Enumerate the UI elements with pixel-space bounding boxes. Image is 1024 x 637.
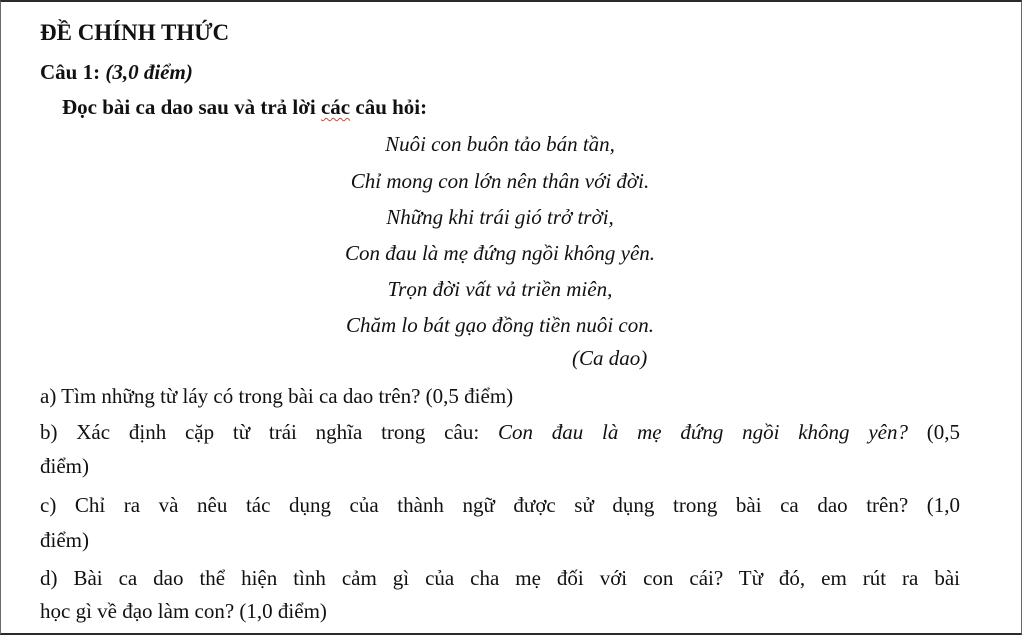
spellcheck-marked-word: các	[320, 95, 351, 119]
poem-line: Chỉ mong con lớn nên thân với đời.	[350, 169, 650, 193]
question-c-line: c) Chỉ ra và nêu tác dụng của thành ngữ được sử dụng trong bài ca dao trên? (1,0	[40, 493, 960, 517]
poem-line: Con đau là mẹ đứng ngồi không yên.	[344, 241, 656, 265]
question-b-quote: Con đau là mẹ đứng ngồi không yên?	[497, 420, 908, 444]
exam-title: ĐỀ CHÍNH THỨC	[40, 20, 230, 45]
instruction	[62, 94, 427, 120]
poem-line: Trọn đời vất vả triền miên,	[387, 277, 613, 301]
question-a: a) Tìm những từ láy có trong bài ca dao trên? (0,5 điểm)	[40, 384, 514, 408]
question-b-continuation: điểm)	[40, 454, 89, 478]
question-b-line	[40, 419, 960, 445]
question-d-continuation: học gì về đạo làm con? (1,0 điểm)	[40, 599, 327, 623]
question-b-points: (0,5	[907, 420, 961, 444]
instruction-text-start: Đọc bài ca dao sau và trả lời	[62, 95, 321, 119]
question-label: Câu 1:	[40, 60, 101, 84]
question-heading	[40, 59, 193, 85]
poem-source: (Ca dao)	[572, 346, 648, 370]
poem-line: Những khi trái gió trở trời,	[386, 205, 614, 229]
question-points: (3,0 điểm)	[105, 60, 193, 84]
question-d-line: d) Bài ca dao thể hiện tình cảm gì của cha mẹ đối với con cái? Từ đó, em rút ra bài	[40, 566, 960, 590]
poem-line: Chăm lo bát gạo đồng tiền nuôi con.	[346, 313, 654, 337]
question-c-continuation: điểm)	[40, 528, 89, 552]
instruction-text-end: câu hỏi:	[350, 95, 428, 119]
question-b-prefix: b) Xác định cặp từ trái nghĩa trong câu:	[40, 420, 498, 444]
poem-line: Nuôi con buôn tảo bán tần,	[385, 132, 615, 156]
